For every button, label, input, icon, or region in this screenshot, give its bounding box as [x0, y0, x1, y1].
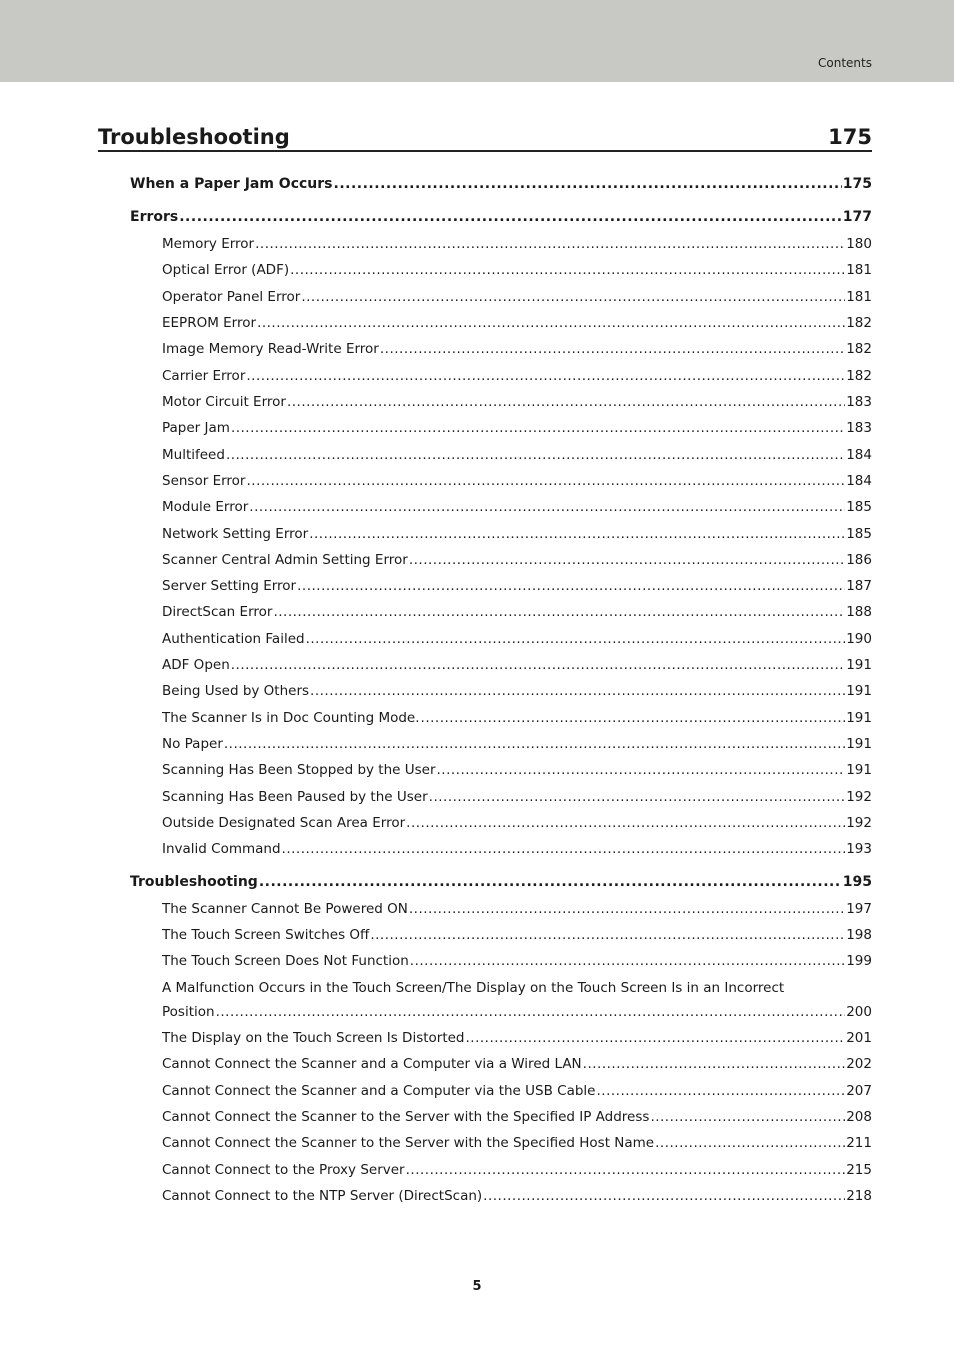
toc-entry-title: The Scanner Cannot Be Powered ON: [162, 901, 408, 917]
header-section-label: Contents: [818, 56, 872, 70]
toc-entry-page: 183: [846, 420, 872, 436]
toc-entry[interactable]: [162, 1109, 872, 1125]
toc-entry[interactable]: [162, 236, 872, 252]
dot-leader: [409, 552, 845, 568]
toc-entry-page: 185: [846, 499, 872, 515]
toc-entry-title: The Touch Screen Does Not Function: [162, 953, 409, 969]
toc-entry[interactable]: [162, 499, 872, 515]
toc-section-title: Errors: [130, 209, 179, 225]
dot-leader: [437, 762, 846, 778]
toc-entry-title: Module Error: [162, 499, 249, 515]
toc-entry[interactable]: [162, 473, 872, 489]
toc-entry-page: 197: [846, 901, 872, 917]
toc-entry[interactable]: [162, 1056, 872, 1072]
toc-section-title: When a Paper Jam Occurs: [130, 176, 333, 192]
toc-entry-title: Paper Jam: [162, 420, 230, 436]
toc-entry[interactable]: [162, 901, 872, 917]
dot-leader: [255, 236, 845, 252]
toc-section-title: Troubleshooting: [130, 874, 258, 890]
toc-entry-title: Outside Designated Scan Area Error: [162, 815, 406, 831]
dot-leader: [246, 473, 845, 489]
toc-entry-title: DirectScan Error: [162, 604, 273, 620]
dot-leader: [249, 499, 845, 515]
toc-entry-title: The Display on the Touch Screen Is Distorted: [162, 1030, 465, 1046]
dot-leader: [226, 447, 845, 463]
dot-leader: [483, 1188, 845, 1204]
toc-entry[interactable]: [162, 841, 872, 857]
toc-entry-page: 184: [846, 473, 872, 489]
toc-entry[interactable]: [162, 683, 872, 699]
toc-entry-page: 191: [846, 762, 872, 778]
chapter-heading[interactable]: [98, 118, 872, 152]
toc-entry-title: Multifeed: [162, 447, 225, 463]
toc-entry-title-line1[interactable]: A Malfunction Occurs in the Touch Screen/The Display on the Touch Screen Is in an Incorrect: [162, 980, 785, 996]
toc-entry-title: Being Used by Others: [162, 683, 310, 699]
toc-section-page: 195: [842, 874, 872, 890]
dot-leader: [466, 1030, 846, 1046]
toc-entry[interactable]: [162, 420, 872, 436]
toc-entry-title: Cannot Connect the Scanner to the Server with the Specified Host Name: [162, 1135, 655, 1151]
toc-entry[interactable]: [162, 657, 872, 673]
toc-entry-title: Carrier Error: [162, 368, 246, 384]
toc-entry[interactable]: [162, 1135, 872, 1151]
toc-entry[interactable]: [162, 447, 872, 463]
toc-entry-title: Position: [162, 1004, 215, 1020]
toc-entry-title: Server Setting Error: [162, 578, 297, 594]
dot-leader: [297, 578, 845, 594]
dot-leader: [370, 927, 845, 943]
toc-section[interactable]: [130, 209, 872, 225]
dot-leader: [259, 874, 842, 890]
dot-leader: [290, 262, 845, 278]
toc-entry-page: 211: [846, 1135, 872, 1151]
toc-entry[interactable]: [162, 368, 872, 384]
toc-entry[interactable]: [162, 604, 872, 620]
toc-entry-page: 198: [846, 927, 872, 943]
toc-entry-page: 182: [846, 341, 872, 357]
toc-entry-page: 188: [846, 604, 872, 620]
dot-leader: [596, 1083, 845, 1099]
toc-entry[interactable]: [162, 315, 872, 331]
page-number: 5: [472, 1279, 482, 1294]
toc-entry-page: 180: [846, 236, 872, 252]
toc-entry-page: 201: [846, 1030, 872, 1046]
toc-entry-page: 182: [846, 368, 872, 384]
toc-entry[interactable]: [162, 552, 872, 568]
dot-leader: [409, 901, 845, 917]
toc-entry-page: 191: [846, 657, 872, 673]
header-band: [0, 0, 954, 82]
toc-entry[interactable]: [162, 631, 872, 647]
dot-leader: [216, 1004, 846, 1020]
toc-entry-title: Motor Circuit Error: [162, 394, 286, 410]
dot-leader: [273, 604, 845, 620]
dot-leader: [231, 420, 845, 436]
toc-entry[interactable]: [162, 394, 872, 410]
dot-leader: [282, 841, 846, 857]
toc-entry-title: Cannot Connect the Scanner and a Computer via a Wired LAN: [162, 1056, 582, 1072]
dot-leader: [309, 526, 845, 542]
toc-entry[interactable]: [162, 815, 872, 831]
toc-entry-title: Image Memory Read-Write Error: [162, 341, 379, 357]
toc-section[interactable]: [130, 176, 872, 192]
dot-leader: [179, 209, 842, 225]
toc-entry-page: 187: [846, 578, 872, 594]
toc-entry-page: 207: [846, 1083, 872, 1099]
dot-leader: [306, 631, 846, 647]
toc-entry-title: Invalid Command: [162, 841, 281, 857]
toc-entry-title: Authentication Failed: [162, 631, 305, 647]
toc-entry-title: Cannot Connect the Scanner and a Computer via the USB Cable: [162, 1083, 596, 1099]
toc-entry-title: EEPROM Error: [162, 315, 257, 331]
dot-leader: [421, 710, 846, 726]
toc-entry-title: Memory Error: [162, 236, 255, 252]
toc-entry-page: 181: [846, 262, 872, 278]
toc-entry-title: Network Setting Error: [162, 526, 309, 542]
toc-entry-title: No Paper: [162, 736, 223, 752]
dot-leader: [301, 289, 845, 305]
toc-entry-page: 191: [846, 683, 872, 699]
toc-entry-page: 218: [846, 1188, 872, 1204]
toc-entry-page: 202: [846, 1056, 872, 1072]
dot-leader: [429, 789, 846, 805]
toc-entry-title: ADF Open: [162, 657, 230, 673]
dot-leader: [380, 341, 845, 357]
toc-entry-page: 191: [846, 736, 872, 752]
toc-section-page: 177: [842, 209, 872, 225]
dot-leader: [650, 1109, 845, 1125]
toc-entry-title: Sensor Error: [162, 473, 246, 489]
toc-entry[interactable]: [162, 953, 872, 969]
toc-entry-title: The Scanner Is in Doc Counting Mode.: [162, 710, 420, 726]
toc-entry-page: 208: [846, 1109, 872, 1125]
toc-entry-page: 190: [846, 631, 872, 647]
toc-entry[interactable]: [162, 736, 872, 752]
dot-leader: [257, 315, 845, 331]
dot-leader: [310, 683, 845, 699]
toc-entry[interactable]: [162, 789, 872, 805]
toc-entry[interactable]: [162, 762, 872, 778]
toc-entry-page: 199: [846, 953, 872, 969]
toc-entry-page: 182: [846, 315, 872, 331]
dot-leader: [655, 1135, 845, 1151]
toc-entry-title: Scanner Central Admin Setting Error: [162, 552, 408, 568]
toc-entry[interactable]: [162, 927, 872, 943]
dot-leader: [406, 815, 845, 831]
toc-entry[interactable]: [162, 1004, 872, 1020]
toc-entry-title: Scanning Has Been Stopped by the User: [162, 762, 436, 778]
toc-entry-page: 215: [846, 1162, 872, 1178]
chapter-title: Troubleshooting: [98, 125, 290, 149]
toc-entry[interactable]: [162, 578, 872, 594]
toc-entry[interactable]: [162, 1030, 872, 1046]
toc-entry[interactable]: [162, 289, 872, 305]
dot-leader: [410, 953, 845, 969]
toc-entry-page: 193: [846, 841, 872, 857]
toc-entry-title: Cannot Connect to the NTP Server (DirectScan): [162, 1188, 483, 1204]
toc-entry-page: 183: [846, 394, 872, 410]
dot-leader: [287, 394, 845, 410]
toc-entry[interactable]: [162, 262, 872, 278]
toc-entry[interactable]: [162, 1188, 872, 1204]
toc-entry[interactable]: [162, 526, 872, 542]
dot-leader: [224, 736, 845, 752]
toc-entry-page: 192: [846, 815, 872, 831]
dot-leader: [583, 1056, 846, 1072]
toc-entry-page: 192: [846, 789, 872, 805]
toc-section-page: 175: [842, 176, 872, 192]
toc-entry-page: 181: [846, 289, 872, 305]
dot-leader: [406, 1162, 846, 1178]
toc-entry-title: Scanning Has Been Paused by the User: [162, 789, 428, 805]
toc-entry-page: 184: [846, 447, 872, 463]
toc-entry-page: 191: [846, 710, 872, 726]
toc-section[interactable]: [130, 874, 872, 890]
toc-entry-page: 200: [846, 1004, 872, 1020]
dot-leader: [246, 368, 845, 384]
toc-entry[interactable]: [162, 341, 872, 357]
toc-entry-title: The Touch Screen Switches Off: [162, 927, 370, 943]
toc-entry[interactable]: [162, 1083, 872, 1099]
toc-entry[interactable]: [162, 710, 872, 726]
dot-leader: [334, 176, 842, 192]
chapter-page: 175: [828, 125, 872, 149]
toc-entry-title: Cannot Connect the Scanner to the Server with the Specified IP Address: [162, 1109, 650, 1125]
toc-entry-page: 185: [846, 526, 872, 542]
toc-entry-title: Optical Error (ADF): [162, 262, 290, 278]
dot-leader: [231, 657, 845, 673]
toc-entry-page: 186: [846, 552, 872, 568]
toc-entry-title: Cannot Connect to the Proxy Server: [162, 1162, 405, 1178]
toc-entry-title: Operator Panel Error: [162, 289, 301, 305]
toc-entry[interactable]: [162, 1162, 872, 1178]
